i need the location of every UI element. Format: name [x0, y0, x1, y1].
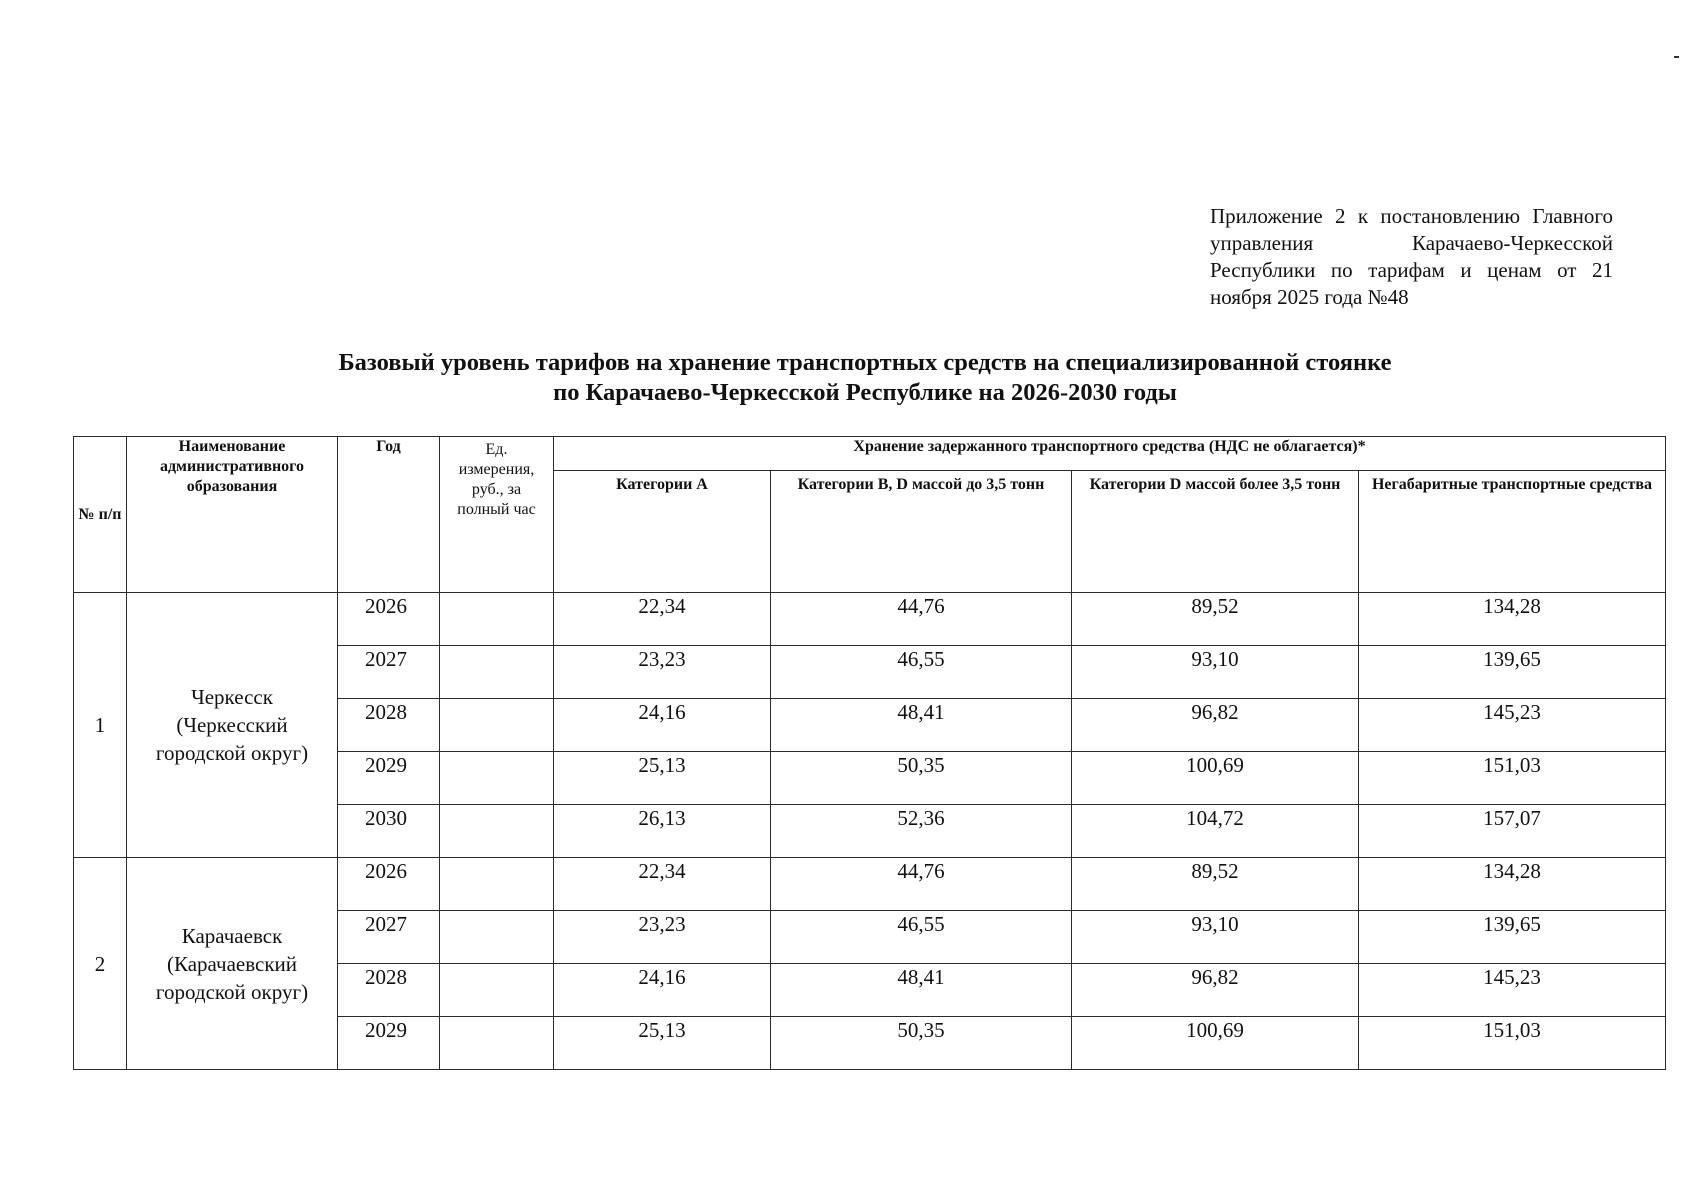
category-d-heavy-value: 96,82: [1072, 699, 1359, 752]
header-storage-group: Хранение задержанного транспортного средства (НДС не облагается)*: [554, 437, 1666, 471]
category-bd-light-value: 48,41: [771, 964, 1072, 1017]
unit-cell: [440, 858, 554, 911]
category-a-value: 24,16: [554, 964, 771, 1017]
oversized-value: 151,03: [1359, 1017, 1666, 1070]
oversized-value: 145,23: [1359, 964, 1666, 1017]
oversized-value: 139,65: [1359, 646, 1666, 699]
category-a-value: 22,34: [554, 593, 771, 646]
category-bd-light-value: 48,41: [771, 699, 1072, 752]
category-bd-light-value: 50,35: [771, 752, 1072, 805]
year-cell: 2026: [338, 858, 440, 911]
title-line-2: по Карачаево-Черкесской Республике на 2026-2030 годы: [553, 379, 1177, 406]
header-category-bd-light: Категории B, D массой до 3,5 тонн: [771, 471, 1072, 593]
year-cell: 2029: [338, 752, 440, 805]
header-category-oversized: Негабаритные транспортные средства: [1359, 471, 1666, 593]
row-number: 1: [74, 593, 127, 858]
category-d-heavy-value: 89,52: [1072, 593, 1359, 646]
category-d-heavy-value: 96,82: [1072, 964, 1359, 1017]
category-d-heavy-value: 100,69: [1072, 752, 1359, 805]
unit-cell: [440, 752, 554, 805]
category-d-heavy-value: 93,10: [1072, 911, 1359, 964]
document-title: [150, 348, 1580, 408]
category-a-value: 24,16: [554, 699, 771, 752]
unit-cell: [440, 964, 554, 1017]
year-cell: 2027: [338, 911, 440, 964]
category-d-heavy-value: 93,10: [1072, 646, 1359, 699]
category-a-value: 22,34: [554, 858, 771, 911]
admin-unit-name: Черкесск (Черкесский городской округ): [127, 593, 338, 858]
header-year: Год: [338, 437, 440, 593]
header-unit: Ед. измерения, руб., за полный час: [440, 437, 554, 593]
year-cell: 2027: [338, 646, 440, 699]
oversized-value: 134,28: [1359, 593, 1666, 646]
unit-cell: [440, 911, 554, 964]
year-cell: 2028: [338, 699, 440, 752]
category-bd-light-value: 46,55: [771, 911, 1072, 964]
year-cell: 2030: [338, 805, 440, 858]
oversized-value: 151,03: [1359, 752, 1666, 805]
category-a-value: 25,13: [554, 752, 771, 805]
title-line-1: Базовый уровень тарифов на хранение транспортных средств на специализированной стоянке: [338, 349, 1392, 376]
oversized-value: 134,28: [1359, 858, 1666, 911]
oversized-value: 145,23: [1359, 699, 1666, 752]
unit-cell: [440, 699, 554, 752]
oversized-value: 139,65: [1359, 911, 1666, 964]
category-a-value: 23,23: [554, 911, 771, 964]
category-d-heavy-value: 104,72: [1072, 805, 1359, 858]
appendix-reference: Приложение 2 к постановлению Главного управления Карачаево-Черкесской Республики по тарифам и ценам от 21 ноября 2025 года №48: [1210, 204, 1613, 309]
table-row: [74, 858, 1666, 911]
year-cell: 2028: [338, 964, 440, 1017]
year-cell: 2029: [338, 1017, 440, 1070]
category-d-heavy-value: 89,52: [1072, 858, 1359, 911]
table-row: [74, 593, 1666, 646]
unit-cell: [440, 593, 554, 646]
unit-cell: [440, 1017, 554, 1070]
admin-unit-name: Карачаевск (Карачаевский городской округ): [127, 858, 338, 1070]
row-number: 2: [74, 858, 127, 1070]
header-row-1: [74, 437, 1666, 471]
year-cell: 2026: [338, 593, 440, 646]
category-bd-light-value: 44,76: [771, 858, 1072, 911]
oversized-value: 157,07: [1359, 805, 1666, 858]
table-body: [74, 593, 1666, 1070]
category-a-value: 23,23: [554, 646, 771, 699]
header-number: № п/п: [74, 437, 127, 593]
category-bd-light-value: 52,36: [771, 805, 1072, 858]
category-bd-light-value: 44,76: [771, 593, 1072, 646]
scan-artifact: [1674, 56, 1679, 58]
category-a-value: 26,13: [554, 805, 771, 858]
unit-cell: [440, 805, 554, 858]
header-category-a: Категории А: [554, 471, 771, 593]
category-a-value: 25,13: [554, 1017, 771, 1070]
header-category-d-heavy: Категории D массой более 3,5 тонн: [1072, 471, 1359, 593]
header-admin-unit: Наименование административного образования: [127, 437, 338, 593]
category-bd-light-value: 50,35: [771, 1017, 1072, 1070]
category-d-heavy-value: 100,69: [1072, 1017, 1359, 1070]
tariff-table: [73, 436, 1666, 1070]
category-bd-light-value: 46,55: [771, 646, 1072, 699]
unit-cell: [440, 646, 554, 699]
